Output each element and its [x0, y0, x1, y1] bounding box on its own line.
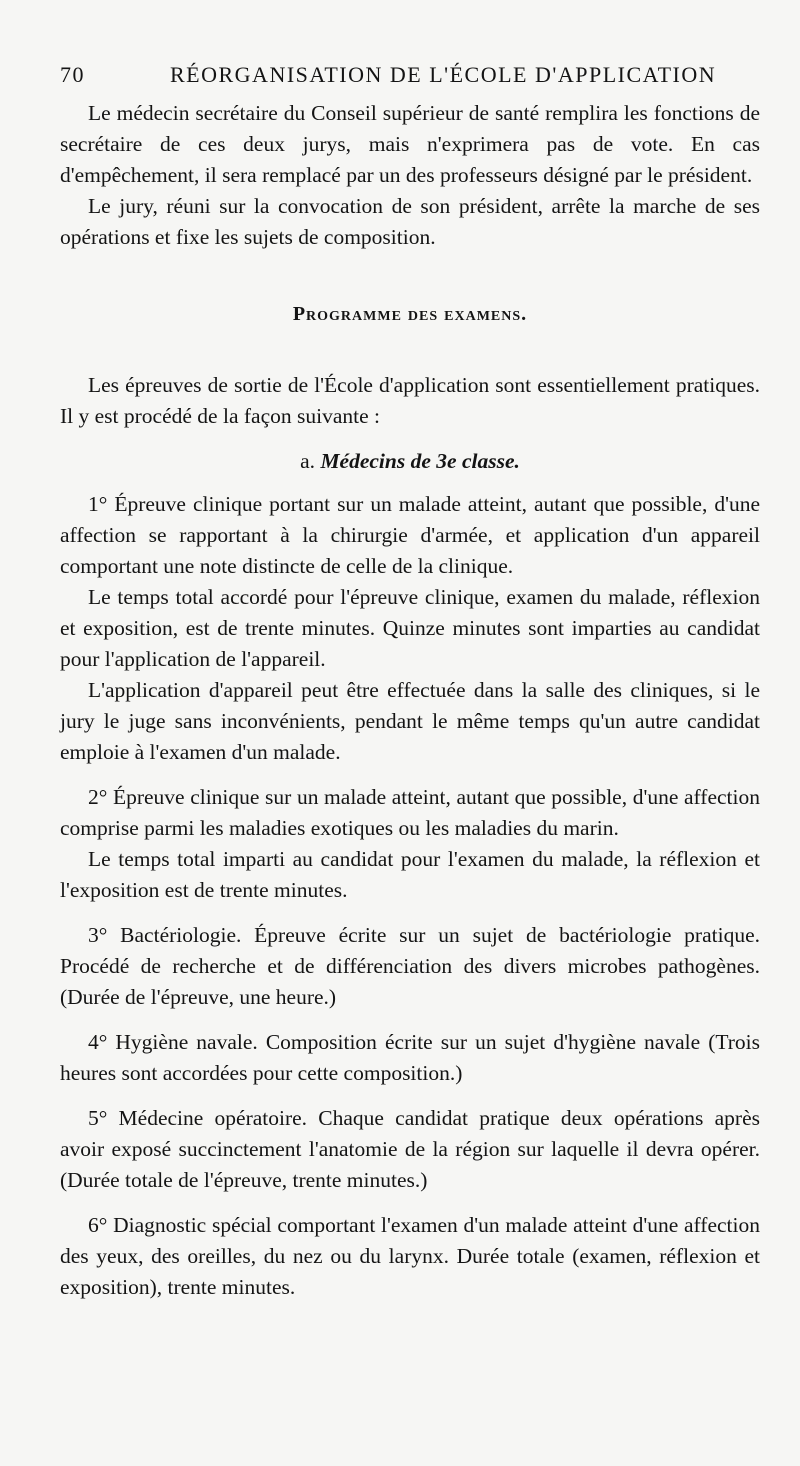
item-2-temps: Le temps total imparti au candidat pour l'examen du malade, la réflexion et l'exposition est de trente minutes. — [60, 847, 760, 902]
section-title: Programme des examens. — [292, 303, 528, 325]
item-3-bacteriologie: 3° Bactériologie. Épreuve écrite sur un sujet de bactériologie pratique. Procédé de recherche et de différenciation des divers microbes pathogènes. (Durée de l'épreuve, une heure.) — [60, 923, 760, 1009]
paragraph-section-intro: Les épreuves de sortie de l'École d'application sont essentiellement pratiques. Il y est procédé de la façon suivante : — [60, 373, 760, 428]
paragraph-secretary: Le médecin secrétaire du Conseil supérieur de santé remplira les fonctions de secrétaire de ces deux jurys, mais n'exprimera pas de vote. En cas d'empêchement, il sera remplacé par un des professeurs désigné par le président. — [60, 101, 760, 187]
subsection-title: Médecins de 3e classe. — [320, 449, 520, 473]
subsection-heading — [60, 446, 760, 477]
running-title: RÉORGANISATION DE L'ÉCOLE D'APPLICATION — [170, 62, 717, 87]
item-1-clinique: 1° Épreuve clinique portant sur un malade atteint, autant que possible, d'une affection se rapportant à la chirurgie d'armée, et application d'un appareil comportant une note distincte de celle de la clinique. — [60, 492, 760, 578]
item-1-temps: Le temps total accordé pour l'épreuve clinique, examen du malade, réflexion et exposition, est de trente minutes. Quinze minutes sont imparties au candidat pour l'application de l'appareil. — [60, 585, 760, 671]
item-6-diagnostic: 6° Diagnostic spécial comportant l'examen d'un malade atteint d'une affection des yeux, des oreilles, du nez ou du larynx. Durée totale (examen, réflexion et exposition), trente minutes. — [60, 1213, 760, 1299]
subsection-prefix: a. — [300, 449, 316, 473]
paragraph-jury: Le jury, réuni sur la convocation de son président, arrête la marche de ses opérations et fixe les sujets de composition. — [60, 194, 760, 249]
item-2-clinique: 2° Épreuve clinique sur un malade atteint, autant que possible, d'une affection comprise parmi les maladies exotiques ou les maladies du marin. — [60, 785, 760, 840]
page-number: 70 — [60, 62, 85, 87]
page-header — [60, 62, 760, 88]
item-4-hygiene: 4° Hygiène navale. Composition écrite sur un sujet d'hygiène navale (Trois heures sont accordées pour cette composition.) — [60, 1030, 760, 1085]
item-1-appareil: L'application d'appareil peut être effectuée dans la salle des cliniques, si le jury le juge sans inconvénients, pendant le même temps qu'un autre candidat emploie à l'examen d'un malade. — [60, 678, 760, 764]
item-5-medecine-operatoire: 5° Médecine opératoire. Chaque candidat pratique deux opérations après avoir exposé succinctement l'anatomie de la région sur laquelle il devra opérer. (Durée totale de l'épreuve, trente minutes.) — [60, 1106, 760, 1192]
body-text — [60, 98, 760, 1303]
